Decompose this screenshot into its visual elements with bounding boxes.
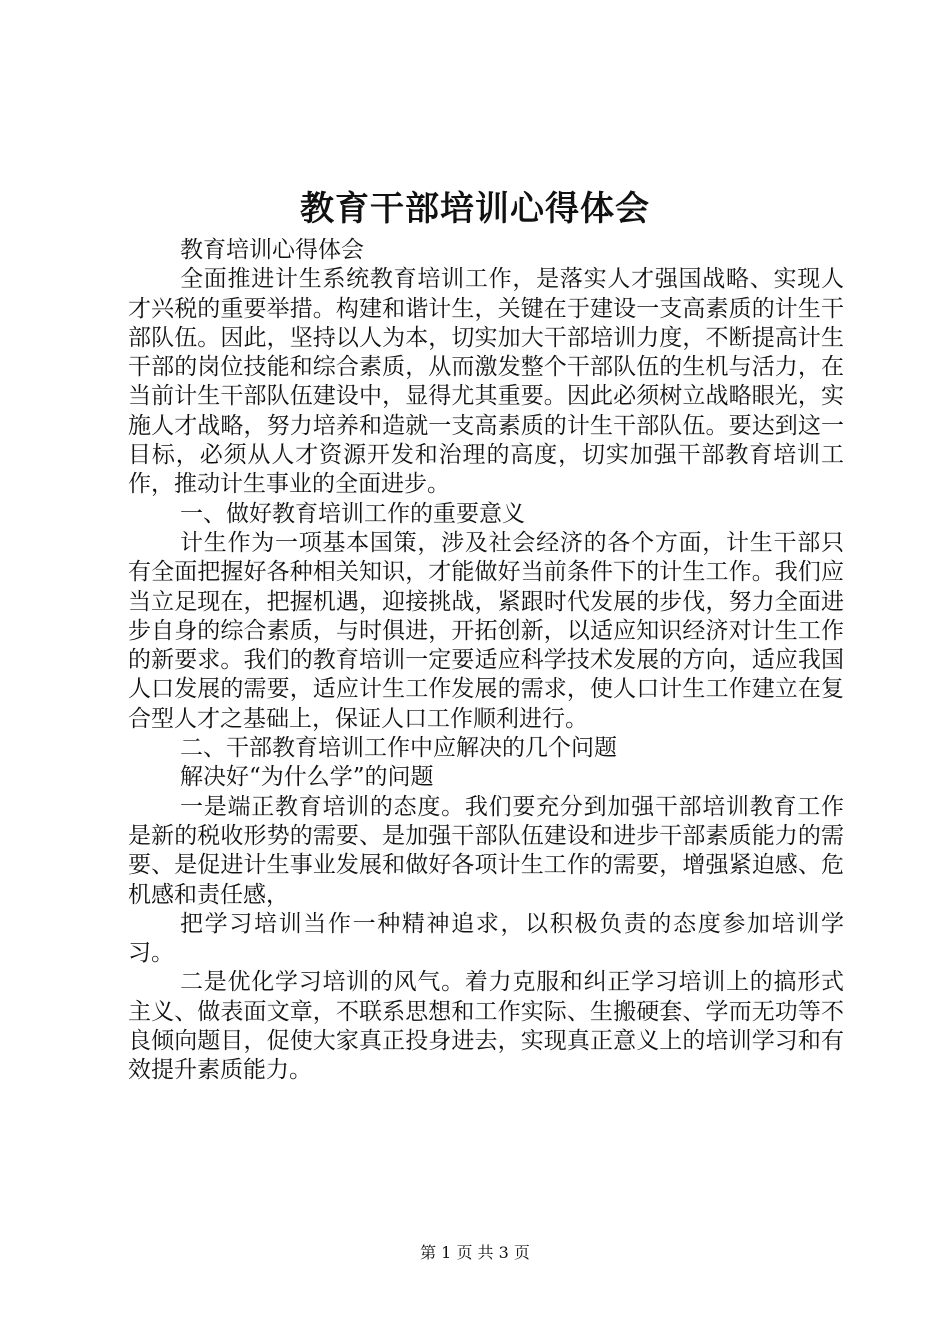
paragraph-point-1-cont: 把学习培训当作一种精神追求，以积极负责的态度参加培训学习。 (128, 910, 844, 967)
sub-heading-why-learn: 解决好“为什么学”的问题 (180, 764, 434, 791)
section-heading-2: 二、干部教育培训工作中应解决的几个问题 (180, 735, 617, 762)
paragraph-subtitle: 教育培训心得体会 (180, 237, 364, 263)
paragraph-point-2: 二是优化学习培训的风气。着力克服和纠正学习培训上的搞形式主义、做表面文章，不联系思想和工作实际、生搬硬套、学而无功等不良倾向题目，促使大家真正投身进去，实现真正意义上的培训学习和有效提升素质能力。 (128, 969, 844, 1084)
section-heading-1: 一、做好教育培训工作的重要意义 (180, 500, 525, 527)
page-number-footer: 第 1 页 共 3 页 (420, 1243, 530, 1262)
paragraph-section-1: 计生作为一项基本国策，涉及社会经济的各个方面，计生干部只有全面把握好各种相关知识，才能做好当前条件下的计生工作。我们应当立足现在，把握机遇，迎接挑战，紧跟时代发展的步伐，努力全面进步自身的综合素质，与时俱进，开拓创新，以适应知识经济对计生工作的新要求。我们的教育培训一定要适应科学技术发展的方向，适应我国人口发展的需要，适应计生工作发展的需求，使人口计生工作建立在复合型人才之基础上，保证人口工作顺利进行。 (128, 529, 844, 732)
paragraph-point-1: 一是端正教育培训的态度。我们要充分到加强干部培训教育工作是新的税收形势的需要、是加强干部队伍建设和进步干部素质能力的需要、是促进计生事业发展和做好各项计生工作的需要，增强紧迫感、危机感和责任感， (128, 793, 844, 908)
document-body (128, 236, 844, 1086)
document-title: 教育干部培训心得体会 (300, 189, 650, 229)
paragraph-intro: 全面推进计生系统教育培训工作，是落实人才强国战略、实现人才兴税的重要举措。构建和谐计生，关键在于建设一支高素质的计生干部队伍。因此，坚持以人为本，切实加大干部培训力度，不断提高计生干部的岗位技能和综合素质，从而激发整个干部队伍的生机与活力，在当前计生干部队伍建设中，显得尤其重要。因此必须树立战略眼光，实施人才战略，努力培养和造就一支高素质的计生干部队伍。要达到这一目标，必须从人才资源开发和治理的高度，切实加强干部教育培训工作，推动计生事业的全面进步。 (128, 266, 844, 498)
